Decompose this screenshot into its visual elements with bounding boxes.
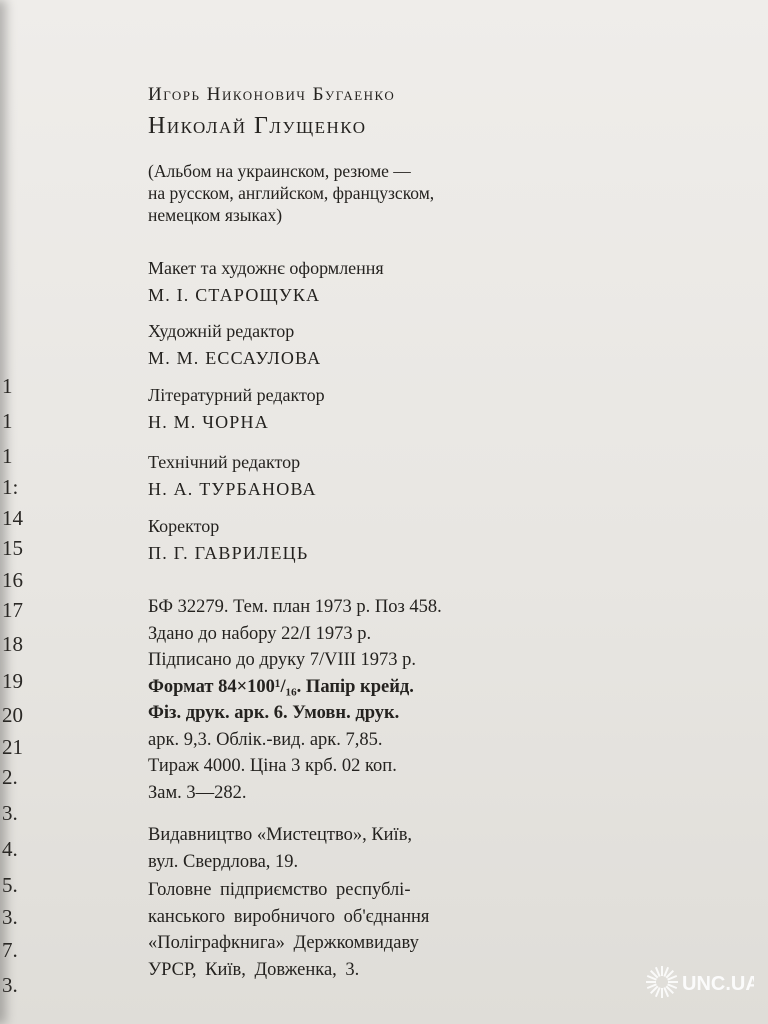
printer-line: «Поліграфкнига» Держкомвидаву	[148, 933, 419, 953]
margin-number: 4.	[2, 837, 18, 861]
margin-number: 18	[2, 632, 23, 656]
credit-layout	[148, 258, 384, 306]
book-title: Николай Глущенко	[148, 113, 367, 139]
imprint-details	[148, 594, 442, 806]
credit-role: Коректор	[148, 516, 220, 536]
margin-number: 2.	[2, 765, 18, 789]
publisher-address	[148, 822, 412, 875]
credit-art-editor	[148, 321, 321, 369]
margin-number: 1	[2, 409, 13, 433]
margin-number: 3.	[2, 905, 18, 929]
printer-line: канського виробничого об'єднання	[148, 906, 430, 927]
credit-role: Художній редактор	[148, 321, 295, 341]
margin-number: 15	[2, 536, 23, 560]
publisher-line: вул. Свердлова, 19.	[148, 851, 299, 872]
margin-number: 21	[2, 735, 23, 759]
credit-person: М. І. СТАРОЩУКА	[148, 285, 321, 305]
printer-info	[148, 877, 429, 983]
margin-number: 17	[2, 598, 23, 622]
watermark-text: UNC.UA	[682, 973, 754, 995]
imprint-line: Підписано до друку 7/VIII 1973 р.	[148, 650, 417, 670]
margin-number: 20	[2, 703, 23, 727]
credit-person: М. М. ЕССАУЛОВА	[148, 348, 322, 368]
language-note	[148, 160, 434, 226]
margin-number: 16	[2, 568, 23, 592]
publisher-line: Видавництво «Мистецтво», Київ,	[148, 825, 413, 845]
note-line: (Альбом на украинском, резюме —	[148, 161, 411, 181]
margin-number: 3.	[2, 973, 18, 997]
margin-number: 3.	[2, 801, 18, 825]
printer-line: Головне підприємство республі-	[148, 880, 411, 900]
credit-person: П. Г. ГАВРИЛЕЦЬ	[148, 543, 309, 563]
credit-role: Технічний редактор	[148, 452, 301, 472]
imprint-line: Тираж 4000. Ціна 3 крб. 02 коп.	[148, 756, 397, 776]
margin-number: 1:	[2, 475, 19, 499]
margin-number: 1	[2, 374, 13, 398]
imprint-line: Зам. 3—282.	[148, 782, 247, 803]
margin-number: 1	[2, 444, 13, 468]
imprint-line: БФ 32279. Тем. план 1973 р. Поз 458.	[148, 597, 442, 617]
imprint-line: Формат 84×100¹/₁₆. Папір крейд.	[148, 676, 414, 697]
margin-number: 19	[2, 669, 23, 693]
credit-proofreader	[148, 516, 308, 564]
imprint-line: Фіз. друк. арк. 6. Умовн. друк.	[148, 703, 400, 723]
note-line: немецком языках)	[148, 205, 283, 225]
printer-line: УРСР, Київ, Довженка, 3.	[148, 959, 360, 980]
margin-number: 5.	[2, 873, 18, 897]
imprint-line: Здано до набору 22/І 1973 р.	[148, 623, 372, 644]
sunburst-icon	[642, 954, 754, 1010]
author-name: Игорь Никонович Бугаенко	[148, 84, 396, 105]
margin-number: 14	[2, 506, 23, 530]
credit-literary-editor	[148, 385, 325, 433]
margin-number: 7.	[2, 938, 18, 962]
watermark-logo	[642, 954, 754, 1010]
credit-role: Літературний редактор	[148, 385, 325, 405]
note-line: на русском, английском, французском,	[148, 183, 435, 203]
credit-person: Н. М. ЧОРНА	[148, 412, 269, 432]
credit-person: Н. А. ТУРБАНОВА	[148, 479, 317, 499]
left-margin-numbers	[0, 0, 30, 1024]
imprint-line: арк. 9,3. Облік.-вид. арк. 7,85.	[148, 729, 383, 750]
credit-technical-editor	[148, 452, 317, 500]
credit-role: Макет та художнє оформлення	[148, 258, 384, 278]
